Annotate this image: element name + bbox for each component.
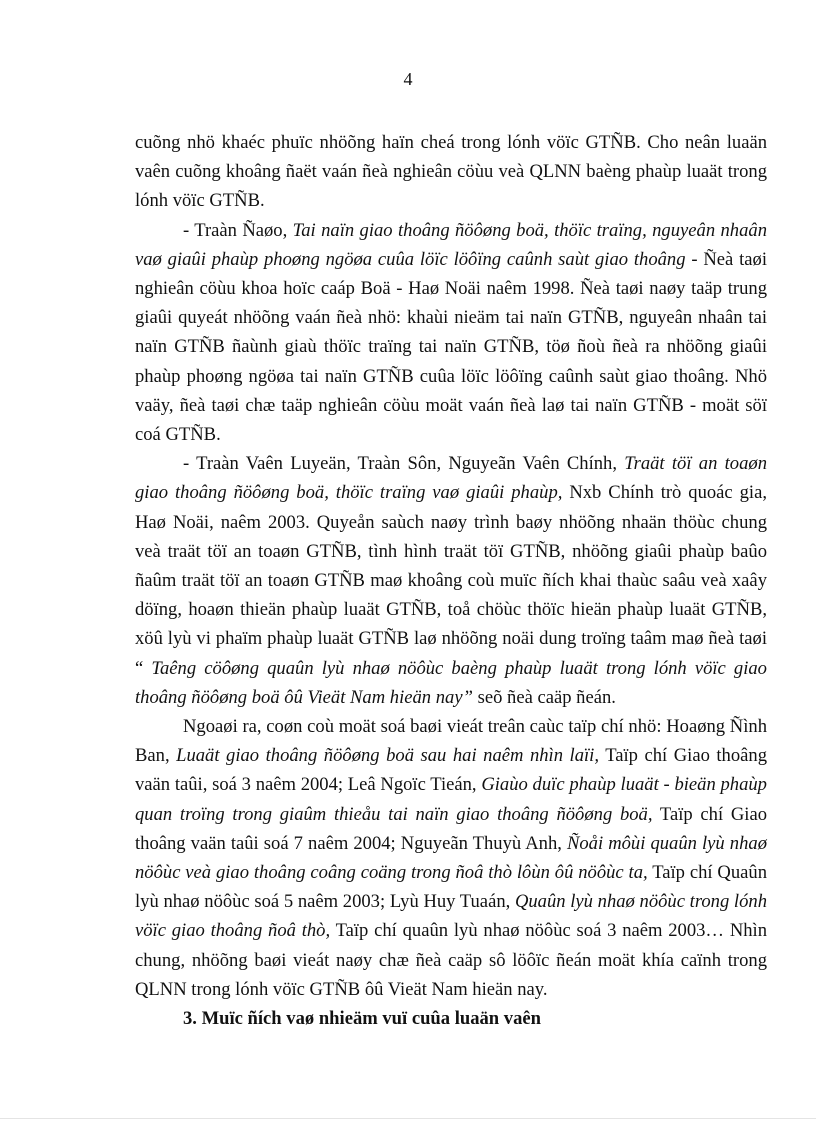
italic-title: Traät töï an toaøn giao thoâng ñöôøng boä, thöïc traïng vaø giaûi phaùp, bbox=[135, 453, 767, 504]
italic-title: Giaùo duïc phaùp luaät - bieän phaùp quan troïng trong giaûm thieåu tai naïn giao thoâng ñöôøng boä, bbox=[135, 774, 767, 825]
text-run: Taïp chí Quaûn lyù nhaø nöôùc soá 5 naêm 2003; Lyù Huy Tuaán, bbox=[135, 862, 767, 913]
italic-title: Tai naïn giao thoâng ñöôøng boä, thöïc traïng, nguyeân nhaân vaø giaûi phaùp phoøng ngöøa cuûa löïc löôïng caûnh saùt giao thoâng bbox=[135, 219, 767, 270]
text-run: Taïp chí quaûn lyù nhaø nöôùc soá 3 naêm 2003… Nhìn chung, nhöõng baøi vieát naøy chæ ñeà caäp sô löôïc ñeán moät khía caïnh trong QLNN trong lónh vöïc GTÑB ôû Vieät Nam hieän nay. bbox=[135, 920, 768, 1000]
text-run: Taïp chí Giao thoâng vaän taûi, soá 3 naêm 2004; Leâ Ngoïc Tieán, bbox=[135, 745, 768, 796]
text-run: seõ ñeà caäp ñeán. bbox=[472, 686, 616, 708]
italic-title: Quaûn lyù nhaø nöôùc trong lónh vöïc giao thoâng ñoâ thò, bbox=[135, 891, 767, 942]
page-bottom-edge bbox=[0, 1118, 816, 1119]
page-number: 4 bbox=[403, 69, 413, 89]
text-run: - Ñeà taøi nghieân cöùu khoa hoïc caáp Boä - Haø Noäi naêm 1998. Ñeà taøi naøy taäp trung giaûi quyeát nhöõng vaán ñeà nhö: khaùi nieäm tai naïn GTÑB, nguyeân nhaân tai naïn GTÑB ñaùnh giaù thöïc traïng tai naïn GTÑB, töø ñoù ñeà ra nhöõng giaûi phaùp phoøng ngöøa tai naïn GTÑB cuûa löïc löôïng caûnh saùt giao thoâng. Nhö vaäy, ñeà taøi chæ taäp nghieân cöùu moät vaán ñeà laø tai naïn GTÑB - moät söï coá GTÑB. bbox=[135, 248, 767, 446]
text-run: cuõng nhö khaéc phuïc nhöõng haïn cheá trong lónh vöïc GTÑB. Cho neân luaän vaên cuõng khoâng ñaët vaán ñeà nghieân cöùu veà QLNN baèng phaùp luaät trong lónh vöïc GTÑB. bbox=[135, 132, 767, 212]
text-run: - Traàn Vaên Luyeän, Traàn Sôn, Nguyeãn Vaên Chính, bbox=[183, 453, 625, 475]
italic-title: Taêng cöôøng quaûn lyù nhaø nöôùc baèng phaùp luaät trong lónh vöïc giao thoâng ñöôøng boä ôû Vieät Nam hieän nay” bbox=[135, 657, 767, 708]
italic-title: Ñoåi môùi quaûn lyù nhaø nöôùc veà giao thoâng coâng coäng trong ñoâ thò lôùn ôû nöôùc ta, bbox=[135, 832, 767, 884]
section-heading: 3. Muïc ñích vaø nhieäm vuï cuûa luaän vaên bbox=[183, 1008, 541, 1030]
paragraph bbox=[135, 712, 767, 1004]
text-run: Taïp chí Giao thoâng vaän taûi soá 7 naêm 2004; Nguyeãn Thuyù Anh, bbox=[135, 803, 767, 854]
italic-title: Luaät giao thoâng ñöôøng boä sau hai naêm nhìn laïi, bbox=[176, 745, 599, 767]
text-run: Ngoaøi ra, coøn coù moät soá baøi vieát treân caùc taïp chí nhö: Hoaøng Ñình Ban, bbox=[135, 716, 767, 767]
paragraph bbox=[135, 449, 767, 712]
paragraph bbox=[135, 128, 767, 216]
text-run: Nxb Chính trò quoác gia, Haø Noäi, naêm 2003. Quyeån saùch naøy trình baøy nhöõng nhaän thöùc chung veà traät töï an toaøn GTÑB, tình hình traät töï GTÑB, nhöõng giaûi phaùp baûo ñaûm traät töï an toaøn GTÑB maø khoâng coù muïc ñích khai thaùc saâu veà xaây döïng, hoaøn thieän phaùp luaät GTÑB, toå chöùc thöïc hieän phaùp luaät GTÑB, xöû lyù vi phaïm phaùp luaät GTÑB laø nhöõng noäi dung troïng taâm maø ñeà taøi “ bbox=[135, 482, 767, 679]
paragraph bbox=[135, 216, 767, 450]
body-text bbox=[135, 128, 767, 1033]
text-run: - Traàn Ñaøo, bbox=[183, 219, 293, 241]
